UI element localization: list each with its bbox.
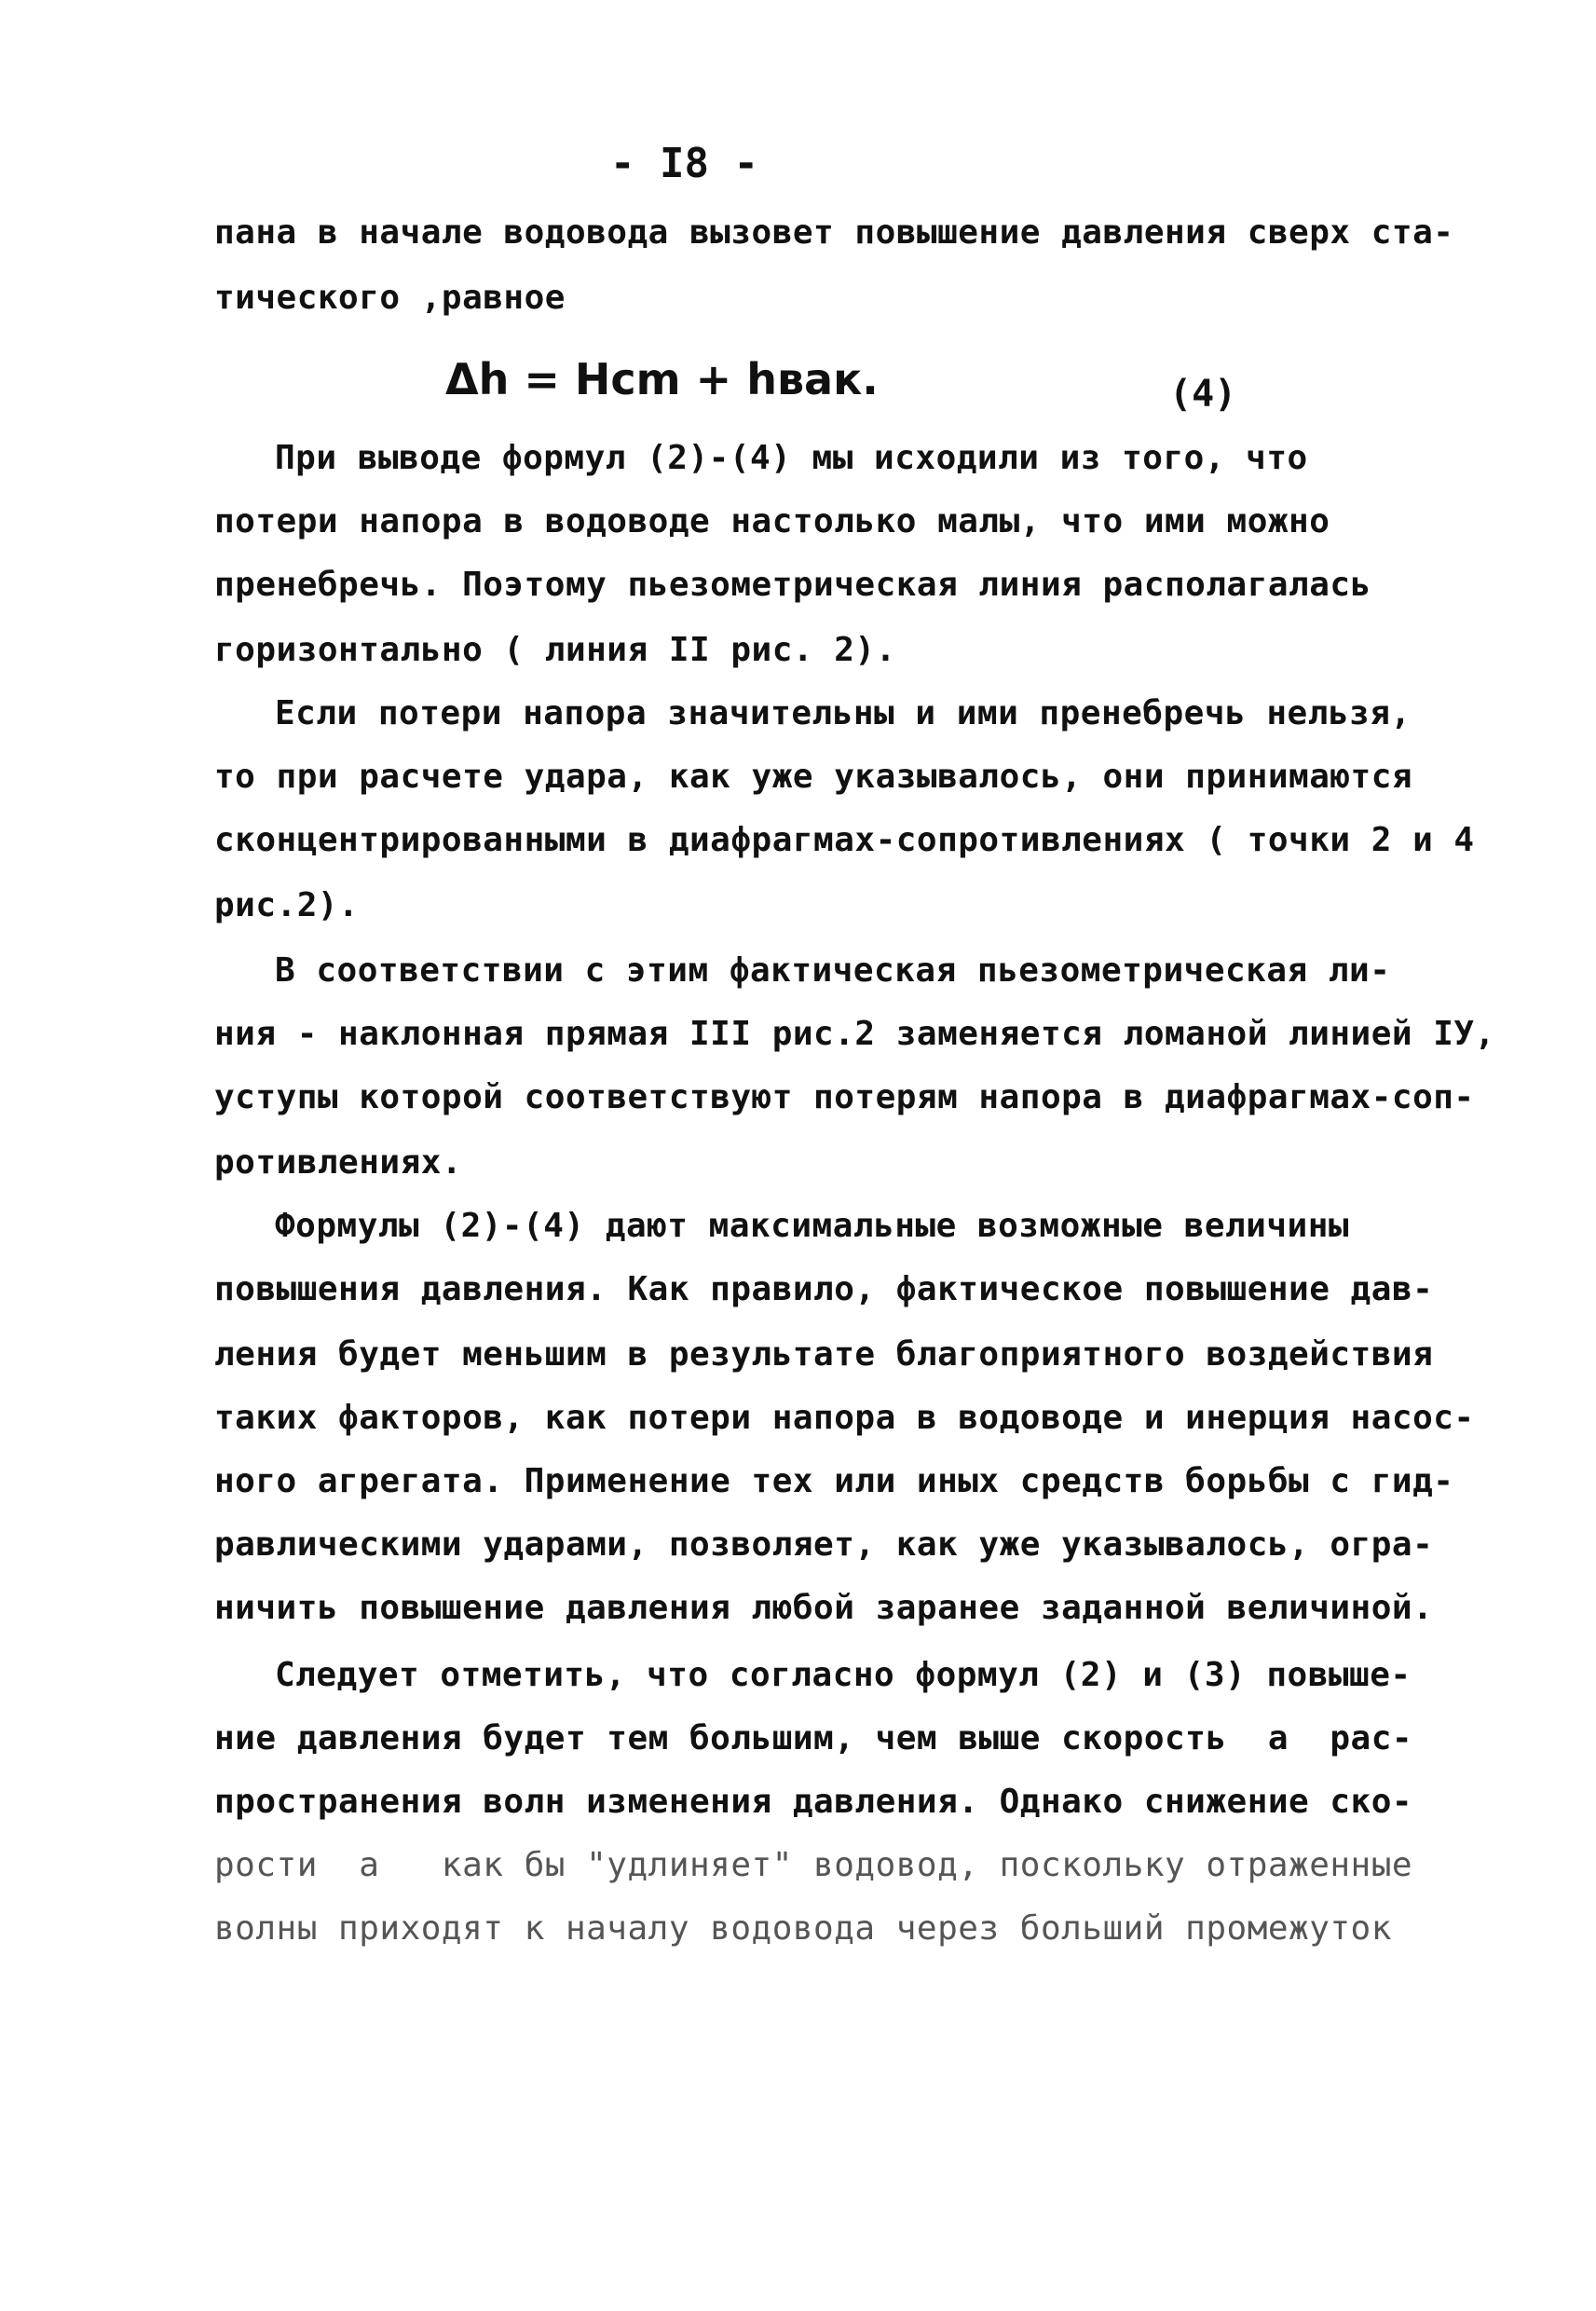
text-line: пана в начале водовода вызовет повышение давления сверх ста- [214,213,1454,252]
text-line: ничить повышение давления любой заранее заданной величиной. [214,1589,1434,1627]
text-line: ного агрегата. Применение тех или иных средств борьбы с гид- [214,1462,1454,1500]
text-line: таких факторов, как потери напора в водоводе и инерция насос- [214,1399,1475,1437]
text-line: уступы которой соответствуют потерям напора в диафрагмах-соп- [214,1078,1475,1116]
text-line: ния - наклонная прямая III рис.2 заменяется ломаной линией IУ, [214,1015,1495,1053]
text-line: равлическими ударами, позволяет, как уже указывалось, огра- [214,1525,1434,1564]
text-line: горизонтально ( линия II рис. 2). [214,631,896,669]
text-line: ления будет меньшим в результате благоприятного воздействия [214,1335,1434,1374]
text-line: пространения волн изменения давления. Однако снижение ско- [214,1783,1413,1821]
text-line: потери напора в водоводе настолько малы, что ими можно [214,502,1330,540]
page-number: - I8 - [610,140,758,187]
formula-number: (4) [1169,373,1237,416]
text-line: рости a как бы "удлиняет" водовод, поскольку отраженные [214,1846,1413,1884]
formula: Δh = Hcm + hвак. [445,354,879,404]
text-line: то при расчете удара, как уже указывалось, они принимаются [214,758,1413,796]
text-line: Следует отметить, что согласно формул (2) и (3) повыше- [275,1656,1412,1694]
text-line: пренебречь. Поэтому пьезометрическая линия располагалась [214,566,1371,604]
text-line: Формулы (2)-(4) дают максимальные возможные величины [275,1207,1350,1245]
text-line: рис.2). [214,886,360,924]
text-line: повышения давления. Как правило, фактическое повышение дав- [214,1270,1434,1308]
text-line: При выводе формул (2)-(4) мы исходили из того, что [275,439,1308,477]
text-line: Если потери напора значительны и ими пренебречь нельзя, [275,694,1412,732]
text-line: В соответствии с этим фактическая пьезометрическая ли- [275,951,1391,990]
text-line: ние давления будет тем большим, чем выше скорость a рас- [214,1719,1413,1757]
text-line: тического ,равное [214,279,566,317]
text-line: ротивлениях. [214,1143,463,1182]
text-line: сконцентрированными в диафрагмах-сопротивлениях ( точки 2 и 4 [214,821,1475,859]
text-line: волны приходят к началу водовода через больший промежуток [214,1909,1392,1948]
